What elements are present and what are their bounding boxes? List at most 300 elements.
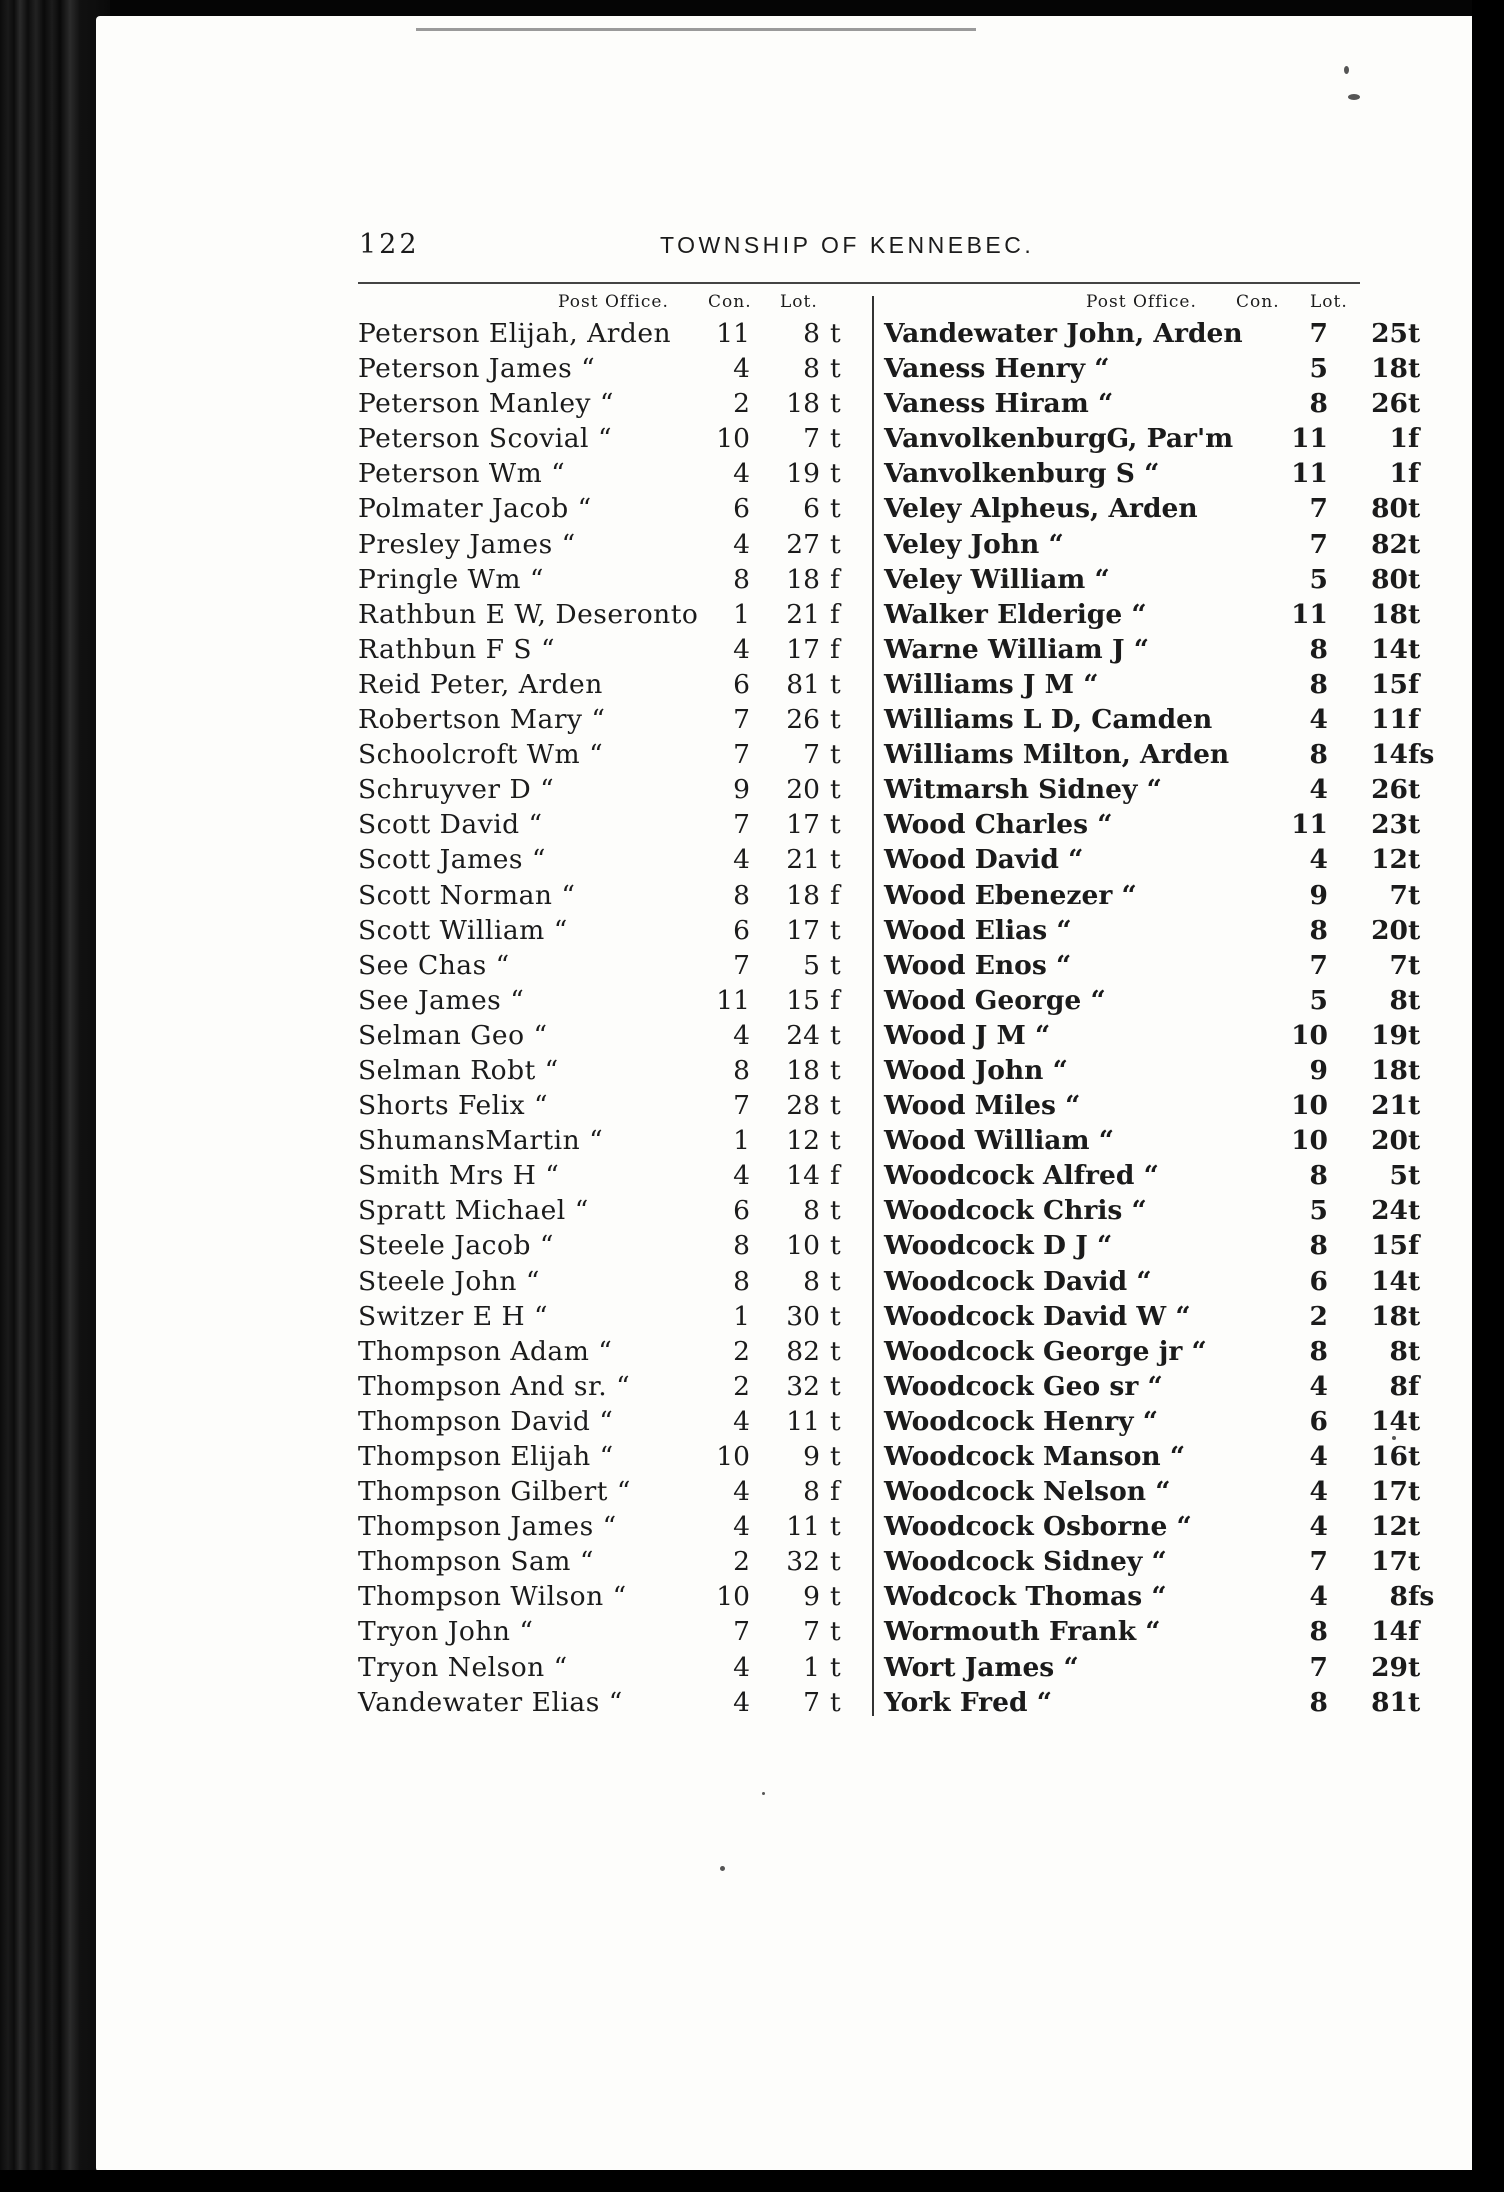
lot-header: Lot. xyxy=(1310,292,1348,312)
entry-name: Thompson And sr. “ xyxy=(358,1370,631,1402)
tenure-code: f xyxy=(1408,458,1420,490)
concession-number: 4 xyxy=(733,1405,750,1437)
concession-number: 11 xyxy=(1291,423,1328,455)
list-item xyxy=(358,667,848,702)
concession-number: 2 xyxy=(1309,1300,1328,1332)
concession-number: 8 xyxy=(1309,1616,1328,1648)
entry-name: Scott David “ xyxy=(358,809,543,841)
entry-name: Peterson Elijah, Arden xyxy=(358,318,672,349)
entry-name: Wodcock Thomas “ xyxy=(884,1581,1167,1613)
list-item xyxy=(358,1614,848,1649)
entry-name: Rathbun E W, Deseronto xyxy=(358,598,699,630)
entry-name: See Chas “ xyxy=(358,949,510,981)
tenure-code: t xyxy=(1408,1160,1421,1192)
lot-number: 21 xyxy=(1371,1090,1408,1122)
concession-number: 11 xyxy=(1291,458,1328,490)
lot-number: 26 xyxy=(786,704,820,736)
lot-number: 1 xyxy=(803,1651,820,1683)
tenure-code: t xyxy=(830,1405,841,1437)
list-item xyxy=(358,632,848,667)
entry-name: Wood Miles “ xyxy=(884,1090,1081,1122)
concession-number: 7 xyxy=(733,1616,750,1648)
concession-number: 8 xyxy=(1309,1335,1328,1367)
entry-name: Woodcock Manson “ xyxy=(884,1441,1186,1472)
list-item xyxy=(884,948,1421,983)
tenure-code: t xyxy=(1408,1335,1421,1367)
list-item xyxy=(884,807,1421,842)
list-item xyxy=(358,1053,848,1088)
entry-name: Selman Geo “ xyxy=(358,1019,548,1051)
entry-name: Williams Milton, Arden xyxy=(884,739,1230,771)
lot-number: 32 xyxy=(786,1546,820,1578)
tenure-code: t xyxy=(830,1300,841,1332)
left-column xyxy=(358,290,848,1720)
concession-number: 8 xyxy=(733,1265,750,1297)
entry-name: Woodcock Geo sr “ xyxy=(884,1370,1163,1402)
concession-number: 7 xyxy=(733,949,750,981)
entry-name: Veley Alpheus, Arden xyxy=(884,493,1198,525)
list-item xyxy=(884,1369,1420,1404)
tenure-code: t xyxy=(1408,1686,1421,1718)
tenure-code: t xyxy=(830,1441,841,1472)
concession-number: 4 xyxy=(1309,844,1328,876)
lot-number: 8 xyxy=(1389,1581,1408,1613)
list-item xyxy=(884,1544,1421,1579)
entry-name: Wood Elias “ xyxy=(884,914,1072,946)
list-item xyxy=(884,1053,1421,1088)
list-item xyxy=(884,737,1435,772)
lot-number: 5 xyxy=(803,949,820,981)
lot-number: 14 xyxy=(1371,633,1408,665)
entry-name: Peterson James “ xyxy=(358,353,596,385)
lot-number: 23 xyxy=(1371,809,1408,841)
list-item xyxy=(358,456,848,491)
tenure-code: t xyxy=(1408,353,1421,385)
entry-name: Williams L D, Camden xyxy=(884,704,1213,736)
entry-name: Peterson Manley “ xyxy=(358,388,614,420)
tenure-code: t xyxy=(830,528,841,560)
concession-number: 8 xyxy=(733,1230,750,1262)
lot-number: 8 xyxy=(1389,984,1408,1016)
concession-number: 4 xyxy=(1309,1370,1328,1402)
concession-number: 10 xyxy=(1291,1019,1328,1051)
list-item xyxy=(884,1579,1435,1614)
concession-number: 7 xyxy=(1309,318,1328,349)
lot-number: 8 xyxy=(803,1265,820,1297)
entry-name: Presley James “ xyxy=(358,528,576,560)
lot-number: 19 xyxy=(786,458,820,490)
concession-number: 1 xyxy=(733,1300,750,1332)
concession-number: 2 xyxy=(733,1546,750,1578)
tenure-code: t xyxy=(1408,844,1421,876)
entry-name: Spratt Michael “ xyxy=(358,1195,589,1227)
list-item xyxy=(884,351,1421,386)
list-item xyxy=(358,1158,848,1193)
concession-number: 11 xyxy=(1291,809,1328,841)
list-item xyxy=(884,527,1421,562)
lot-number: 26 xyxy=(1371,388,1408,420)
list-item xyxy=(884,632,1421,667)
entry-name: Woodcock Sidney “ xyxy=(884,1546,1167,1578)
list-item xyxy=(884,1299,1421,1334)
tenure-code: t xyxy=(830,1335,841,1367)
list-item xyxy=(358,351,848,386)
lot-number: 26 xyxy=(1371,774,1408,806)
concession-number: 6 xyxy=(733,914,750,946)
list-item xyxy=(358,562,848,597)
lot-number: 20 xyxy=(1371,1125,1408,1157)
entry-name: Thompson James “ xyxy=(358,1511,617,1543)
concession-number: 4 xyxy=(733,844,750,876)
tenure-code: t xyxy=(1408,1090,1421,1122)
tenure-code: t xyxy=(830,1054,841,1086)
entry-name: Thompson Adam “ xyxy=(358,1335,613,1367)
concession-number: 8 xyxy=(1309,914,1328,946)
concession-number: 7 xyxy=(1309,528,1328,560)
tenure-code: f xyxy=(1408,1370,1420,1402)
list-item xyxy=(884,1474,1421,1509)
lot-number: 17 xyxy=(786,809,820,841)
tenure-code: t xyxy=(1408,1651,1421,1683)
lot-number: 19 xyxy=(1371,1019,1408,1051)
list-item xyxy=(358,1509,848,1544)
concession-number: 8 xyxy=(1309,668,1328,700)
concession-number: 11 xyxy=(1291,598,1328,630)
tenure-code: f xyxy=(1408,1616,1420,1648)
scan-border-bottom xyxy=(0,2170,1504,2192)
tenure-code: f xyxy=(1408,668,1420,700)
concession-number: 4 xyxy=(733,1019,750,1051)
tenure-code: t xyxy=(1408,493,1421,525)
concession-number: 5 xyxy=(1309,1195,1328,1227)
concession-number: 4 xyxy=(733,1160,750,1192)
tenure-code: t xyxy=(830,739,841,771)
column-headers xyxy=(884,290,1394,316)
list-item xyxy=(884,667,1420,702)
list-item xyxy=(358,807,848,842)
lot-number: 14 xyxy=(1371,1616,1408,1648)
concession-number: 7 xyxy=(1309,949,1328,981)
tenure-code: f xyxy=(830,1476,840,1508)
list-item xyxy=(358,527,848,562)
list-item xyxy=(358,842,848,877)
list-item xyxy=(358,913,848,948)
ink-speck xyxy=(1344,66,1349,74)
tenure-code: t xyxy=(1408,984,1421,1016)
entry-name: Pringle Wm “ xyxy=(358,563,544,595)
concession-number: 6 xyxy=(733,1195,750,1227)
list-item xyxy=(884,702,1420,737)
concession-number: 5 xyxy=(1309,984,1328,1016)
list-item xyxy=(358,1439,848,1474)
lot-number: 29 xyxy=(1371,1651,1408,1683)
tenure-code: t xyxy=(1408,1476,1421,1508)
list-item xyxy=(358,1123,848,1158)
tenure-code: t xyxy=(830,1651,841,1683)
list-item xyxy=(358,1404,848,1439)
lot-number: 1 xyxy=(1389,458,1408,490)
lot-number: 12 xyxy=(786,1125,820,1157)
entry-name: Thompson David “ xyxy=(358,1405,614,1437)
entry-name: Vandewater John, Arden xyxy=(884,318,1243,349)
entry-name: Steele John “ xyxy=(358,1265,540,1297)
lot-number: 8 xyxy=(803,1195,820,1227)
lot-number: 8 xyxy=(803,353,820,385)
concession-number: 8 xyxy=(1309,388,1328,420)
tenure-code: t xyxy=(830,949,841,981)
list-item xyxy=(358,597,848,632)
lot-number: 6 xyxy=(803,493,820,525)
lot-number: 14 xyxy=(1371,739,1408,771)
list-item xyxy=(358,737,848,772)
lot-number: 14 xyxy=(1371,1265,1408,1297)
list-item xyxy=(884,1334,1421,1369)
lot-number: 18 xyxy=(1371,1300,1408,1332)
right-column xyxy=(884,290,1435,1720)
concession-number: 8 xyxy=(1309,1686,1328,1718)
lot-number: 18 xyxy=(1371,353,1408,385)
concession-number: 10 xyxy=(716,1581,750,1613)
tenure-code: t xyxy=(830,1546,841,1578)
list-item xyxy=(884,1650,1421,1685)
lot-number: 18 xyxy=(786,563,820,595)
entry-name: Steele Jacob “ xyxy=(358,1230,554,1262)
tenure-code: t xyxy=(1408,598,1421,630)
entry-name: Woodcock Osborne “ xyxy=(884,1511,1192,1543)
list-item xyxy=(358,1474,848,1509)
list-item xyxy=(358,772,848,807)
tenure-code: t xyxy=(830,423,841,455)
tenure-code: t xyxy=(830,318,841,349)
concession-number: 6 xyxy=(733,493,750,525)
directory-list xyxy=(884,316,1435,1720)
entry-name: VanvolkenburgG, Par'm xyxy=(884,423,1234,455)
tenure-code: t xyxy=(830,704,841,736)
entry-name: Walker Elderige “ xyxy=(884,598,1147,630)
list-item xyxy=(358,1685,848,1720)
entry-name: Wood William “ xyxy=(884,1125,1114,1157)
header-rule xyxy=(358,282,1360,284)
entry-name: Scott William “ xyxy=(358,914,568,946)
lot-number: 7 xyxy=(803,1686,820,1718)
entry-name: Woodcock D J “ xyxy=(884,1230,1113,1262)
lot-number: 16 xyxy=(1371,1441,1408,1472)
entry-name: Wood John “ xyxy=(884,1054,1068,1086)
concession-number: 4 xyxy=(1309,1511,1328,1543)
list-item xyxy=(884,456,1420,491)
lot-number: 17 xyxy=(1371,1476,1408,1508)
con-header: Con. xyxy=(1236,292,1280,312)
tenure-code: t xyxy=(830,458,841,490)
ink-speck xyxy=(1348,94,1360,100)
tenure-code: t xyxy=(1408,774,1421,806)
entry-name: Polmater Jacob “ xyxy=(358,493,592,525)
list-item xyxy=(358,1334,848,1369)
entry-name: Smith Mrs H “ xyxy=(358,1160,560,1192)
entry-name: See James “ xyxy=(358,984,525,1016)
tenure-code: t xyxy=(1408,1441,1421,1472)
entry-name: Selman Robt “ xyxy=(358,1054,559,1086)
entry-name: Scott James “ xyxy=(358,844,546,876)
tenure-code: t xyxy=(1408,1019,1421,1051)
tenure-code: t xyxy=(1408,1125,1421,1157)
concession-number: 11 xyxy=(716,318,750,349)
tenure-code: t xyxy=(1408,879,1421,911)
tenure-code: t xyxy=(1408,633,1421,665)
entry-name: Woodcock Alfred “ xyxy=(884,1160,1159,1192)
tenure-code: t xyxy=(830,1616,841,1648)
concession-number: 4 xyxy=(733,1651,750,1683)
concession-number: 7 xyxy=(1309,1651,1328,1683)
lot-number: 18 xyxy=(786,388,820,420)
lot-number: 11 xyxy=(786,1511,820,1543)
tenure-code: t xyxy=(830,1511,841,1543)
entry-name: Schruyver D “ xyxy=(358,774,555,806)
concession-number: 8 xyxy=(733,879,750,911)
lot-number: 12 xyxy=(1371,1511,1408,1543)
entry-name: Veley William “ xyxy=(884,563,1110,595)
lot-number: 7 xyxy=(1389,879,1408,911)
entry-name: Wood George “ xyxy=(884,984,1106,1016)
concession-number: 1 xyxy=(733,1125,750,1157)
lot-number: 27 xyxy=(786,528,820,560)
list-item xyxy=(884,772,1421,807)
tenure-code: t xyxy=(830,774,841,806)
lot-number: 14 xyxy=(1371,1405,1408,1437)
lot-number: 17 xyxy=(786,633,820,665)
lot-number: 32 xyxy=(786,1370,820,1402)
tenure-code: t xyxy=(830,844,841,876)
lot-number: 20 xyxy=(786,774,820,806)
scan-page-edges-left xyxy=(0,0,110,2192)
lot-number: 80 xyxy=(1371,493,1408,525)
list-item xyxy=(358,878,848,913)
tenure-code: f xyxy=(830,598,840,630)
column-divider xyxy=(872,296,874,1716)
tenure-code: t xyxy=(1408,1195,1421,1227)
concession-number: 6 xyxy=(1309,1265,1328,1297)
list-item xyxy=(884,1509,1421,1544)
entry-name: Thompson Elijah “ xyxy=(358,1441,614,1472)
tenure-code: t xyxy=(830,914,841,946)
list-item xyxy=(358,421,848,456)
list-item xyxy=(358,948,848,983)
lot-number: 18 xyxy=(1371,1054,1408,1086)
concession-number: 8 xyxy=(1309,739,1328,771)
lot-number: 9 xyxy=(803,1581,820,1613)
directory-list xyxy=(358,316,848,1720)
entry-name: Switzer E H “ xyxy=(358,1300,549,1332)
lot-number: 17 xyxy=(786,914,820,946)
list-item xyxy=(358,702,848,737)
lot-number: 15 xyxy=(786,984,820,1016)
entry-name: Warne William J “ xyxy=(884,633,1149,665)
tenure-code: t xyxy=(1408,1511,1421,1543)
tenure-code: t xyxy=(830,388,841,420)
tenure-code: t xyxy=(1408,318,1421,349)
concession-number: 11 xyxy=(716,984,750,1016)
lot-number: 30 xyxy=(786,1300,820,1332)
entry-name: Robertson Mary “ xyxy=(358,704,606,736)
lot-number: 14 xyxy=(786,1160,820,1192)
concession-number: 10 xyxy=(1291,1125,1328,1157)
lot-number: 18 xyxy=(1371,598,1408,630)
entry-name: Thompson Gilbert “ xyxy=(358,1476,631,1508)
entry-name: Thompson Wilson “ xyxy=(358,1581,627,1613)
tenure-code: t xyxy=(1408,563,1421,595)
entry-name: Wood Ebenezer “ xyxy=(884,879,1137,911)
entry-name: Wood David “ xyxy=(884,844,1084,876)
tenure-code: t xyxy=(830,353,841,385)
concession-number: 7 xyxy=(733,739,750,771)
entry-name: York Fred “ xyxy=(884,1686,1053,1718)
entry-name: Vandewater Elias “ xyxy=(358,1686,623,1718)
entry-name: Witmarsh Sidney “ xyxy=(884,774,1162,806)
concession-number: 1 xyxy=(733,598,750,630)
ink-speck xyxy=(762,1792,765,1795)
tenure-code: t xyxy=(1408,949,1421,981)
post-office-header: Post Office. xyxy=(558,292,669,312)
concession-number: 4 xyxy=(733,528,750,560)
list-item xyxy=(884,386,1421,421)
entry-name: Scott Norman “ xyxy=(358,879,576,911)
concession-number: 8 xyxy=(733,1054,750,1086)
lot-number: 8 xyxy=(1389,1335,1408,1367)
lot-number: 1 xyxy=(1389,423,1408,455)
concession-number: 5 xyxy=(1309,563,1328,595)
entry-name: Peterson Scovial “ xyxy=(358,423,613,455)
tenure-code: f xyxy=(1408,423,1420,455)
tenure-code: t xyxy=(1408,1300,1421,1332)
lot-number: 10 xyxy=(786,1230,820,1262)
list-item xyxy=(884,1228,1420,1263)
concession-number: 7 xyxy=(733,809,750,841)
tenure-code: t xyxy=(1408,1265,1421,1297)
entry-name: Woodcock Nelson “ xyxy=(884,1476,1171,1508)
concession-number: 7 xyxy=(733,704,750,736)
list-item xyxy=(884,491,1421,526)
entry-name: Williams J M “ xyxy=(884,668,1099,700)
entry-name: Veley John “ xyxy=(884,528,1064,560)
list-item xyxy=(358,316,848,351)
running-head: TOWNSHIP OF KENNEBEC. xyxy=(660,232,1035,258)
tenure-code: fs xyxy=(1408,739,1435,771)
lot-number: 80 xyxy=(1371,563,1408,595)
list-item xyxy=(358,1544,848,1579)
scan-border-right xyxy=(1472,0,1504,2192)
entry-name: Vanvolkenburg S “ xyxy=(884,458,1160,490)
concession-number: 9 xyxy=(1309,879,1328,911)
lot-number: 25 xyxy=(1371,318,1408,349)
list-item xyxy=(884,983,1421,1018)
concession-number: 5 xyxy=(1309,353,1328,385)
concession-number: 9 xyxy=(1309,1054,1328,1086)
list-item xyxy=(358,386,848,421)
entry-name: Woodcock David “ xyxy=(884,1265,1152,1297)
list-item xyxy=(358,1228,848,1263)
concession-number: 9 xyxy=(733,774,750,806)
list-item xyxy=(358,1018,848,1053)
concession-number: 8 xyxy=(1309,633,1328,665)
tenure-code: t xyxy=(1408,809,1421,841)
entry-name: Rathbun F S “ xyxy=(358,633,556,665)
concession-number: 4 xyxy=(733,353,750,385)
entry-name: Vaness Henry “ xyxy=(884,353,1110,385)
list-item xyxy=(884,1123,1421,1158)
lot-number: 8 xyxy=(1389,1370,1408,1402)
concession-number: 4 xyxy=(1309,1476,1328,1508)
list-item xyxy=(884,1264,1421,1299)
